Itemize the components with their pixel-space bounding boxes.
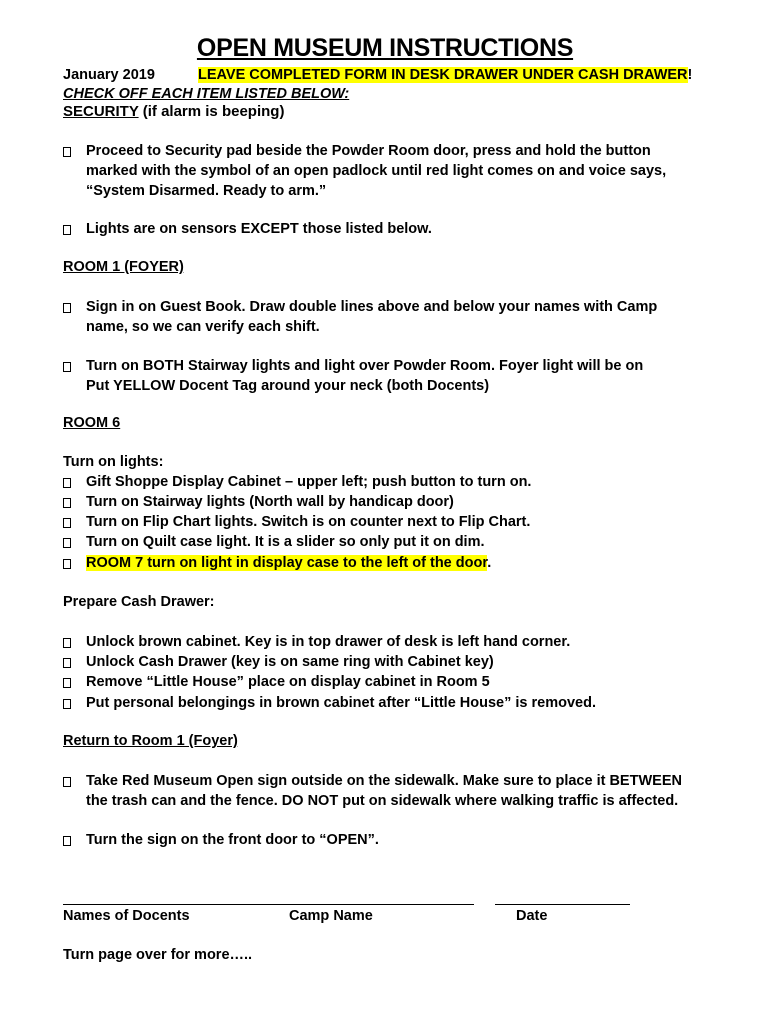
room1-item-1: [86, 297, 657, 337]
docent-signature-line[interactable]: [63, 904, 474, 905]
security-heading: [63, 103, 284, 120]
item-line: Take Red Museum Open sign outside on the sidewalk. Make sure to place it BETWEEN: [86, 773, 682, 789]
room1-item-2: [86, 356, 643, 396]
names-of-docents-label: Names of Docents: [63, 908, 190, 924]
checkbox-icon[interactable]: [63, 638, 71, 648]
room6-subheading: Turn on lights:: [63, 454, 164, 470]
room6-heading: ROOM 6: [63, 415, 121, 431]
security-item-2: [86, 219, 432, 239]
item-line: Turn the sign on the front door to “OPEN”.: [86, 832, 379, 848]
date-label: Date: [516, 908, 548, 924]
leave-form-note-suffix: !: [687, 67, 693, 83]
room6-highlight-text: ROOM 7 turn on light in display case to the left of the door: [86, 555, 488, 571]
item-line: “System Disarmed. Ready to arm.”: [86, 183, 327, 199]
item-line: Put YELLOW Docent Tag around your neck (both Docents): [86, 378, 490, 394]
room6-item: Turn on Flip Chart lights. Switch is on counter next to Flip Chart.: [86, 514, 531, 530]
checkbox-icon[interactable]: [63, 559, 71, 569]
check-off-instruction: CHECK OFF EACH ITEM LISTED BELOW:: [63, 86, 350, 102]
room6-highlight-item: [86, 553, 491, 573]
room6-item: Turn on Quilt case light. It is a slider so only put it on dim.: [86, 534, 485, 550]
item-line: Turn on BOTH Stairway lights and light over Powder Room. Foyer light will be on: [86, 358, 644, 374]
item-line: Sign in on Guest Book. Draw double lines above and below your names with Camp: [86, 299, 658, 315]
leave-form-note-text: LEAVE COMPLETED FORM IN DESK DRAWER UNDER CASH DRAWER: [198, 67, 688, 83]
room6-item: Turn on Stairway lights (North wall by handicap door): [86, 494, 454, 510]
room6-highlight-suffix: .: [487, 555, 492, 571]
item-line: Proceed to Security pad beside the Powder Room door, press and hold the button: [86, 143, 651, 159]
checkbox-icon[interactable]: [63, 498, 71, 508]
cash-item: Unlock Cash Drawer (key is on same ring with Cabinet key): [86, 654, 494, 670]
checkbox-icon[interactable]: [63, 518, 71, 528]
leave-form-note: [198, 67, 692, 83]
checkbox-icon[interactable]: [63, 225, 71, 235]
turn-page-note: Turn page over for more…..: [63, 947, 253, 963]
security-item-1: [86, 141, 666, 201]
cash-drawer-heading: Prepare Cash Drawer:: [63, 594, 215, 610]
checkbox-icon[interactable]: [63, 303, 71, 313]
checkbox-icon[interactable]: [63, 538, 71, 548]
checkbox-icon[interactable]: [63, 147, 71, 157]
cash-item: Remove “Little House” place on display cabinet in Room 5: [86, 674, 490, 690]
checkbox-icon[interactable]: [63, 362, 71, 372]
checkbox-icon[interactable]: [63, 777, 71, 787]
item-line: name, so we can verify each shift.: [86, 319, 320, 335]
room1-heading: ROOM 1 (FOYER): [63, 259, 184, 275]
cash-item: Put personal belongings in brown cabinet after “Little House” is removed.: [86, 695, 596, 711]
security-heading-note: (if alarm is beeping): [138, 103, 285, 120]
return-item-2: [86, 830, 379, 850]
return-item-1: [86, 771, 682, 811]
date-signature-line[interactable]: [495, 904, 630, 905]
checkbox-icon[interactable]: [63, 836, 71, 846]
room6-item: Gift Shoppe Display Cabinet – upper left; push button to turn on.: [86, 474, 532, 490]
checkbox-icon[interactable]: [63, 478, 71, 488]
checkbox-icon[interactable]: [63, 658, 71, 668]
doc-date: January 2019: [63, 67, 155, 83]
page-title: OPEN MUSEUM INSTRUCTIONS: [196, 34, 574, 62]
camp-name-label: Camp Name: [289, 908, 373, 924]
item-line: marked with the symbol of an open padlock until red light comes on and voice says,: [86, 163, 667, 179]
item-line: Lights are on sensors EXCEPT those listed below.: [86, 221, 432, 237]
checkbox-icon[interactable]: [63, 678, 71, 688]
return-heading: Return to Room 1 (Foyer): [63, 733, 238, 749]
security-heading-label: SECURITY: [63, 103, 139, 120]
cash-item: Unlock brown cabinet. Key is in top drawer of desk is left hand corner.: [86, 634, 571, 650]
item-line: the trash can and the fence. DO NOT put on sidewalk where walking traffic is affected.: [86, 793, 679, 809]
checkbox-icon[interactable]: [63, 699, 71, 709]
